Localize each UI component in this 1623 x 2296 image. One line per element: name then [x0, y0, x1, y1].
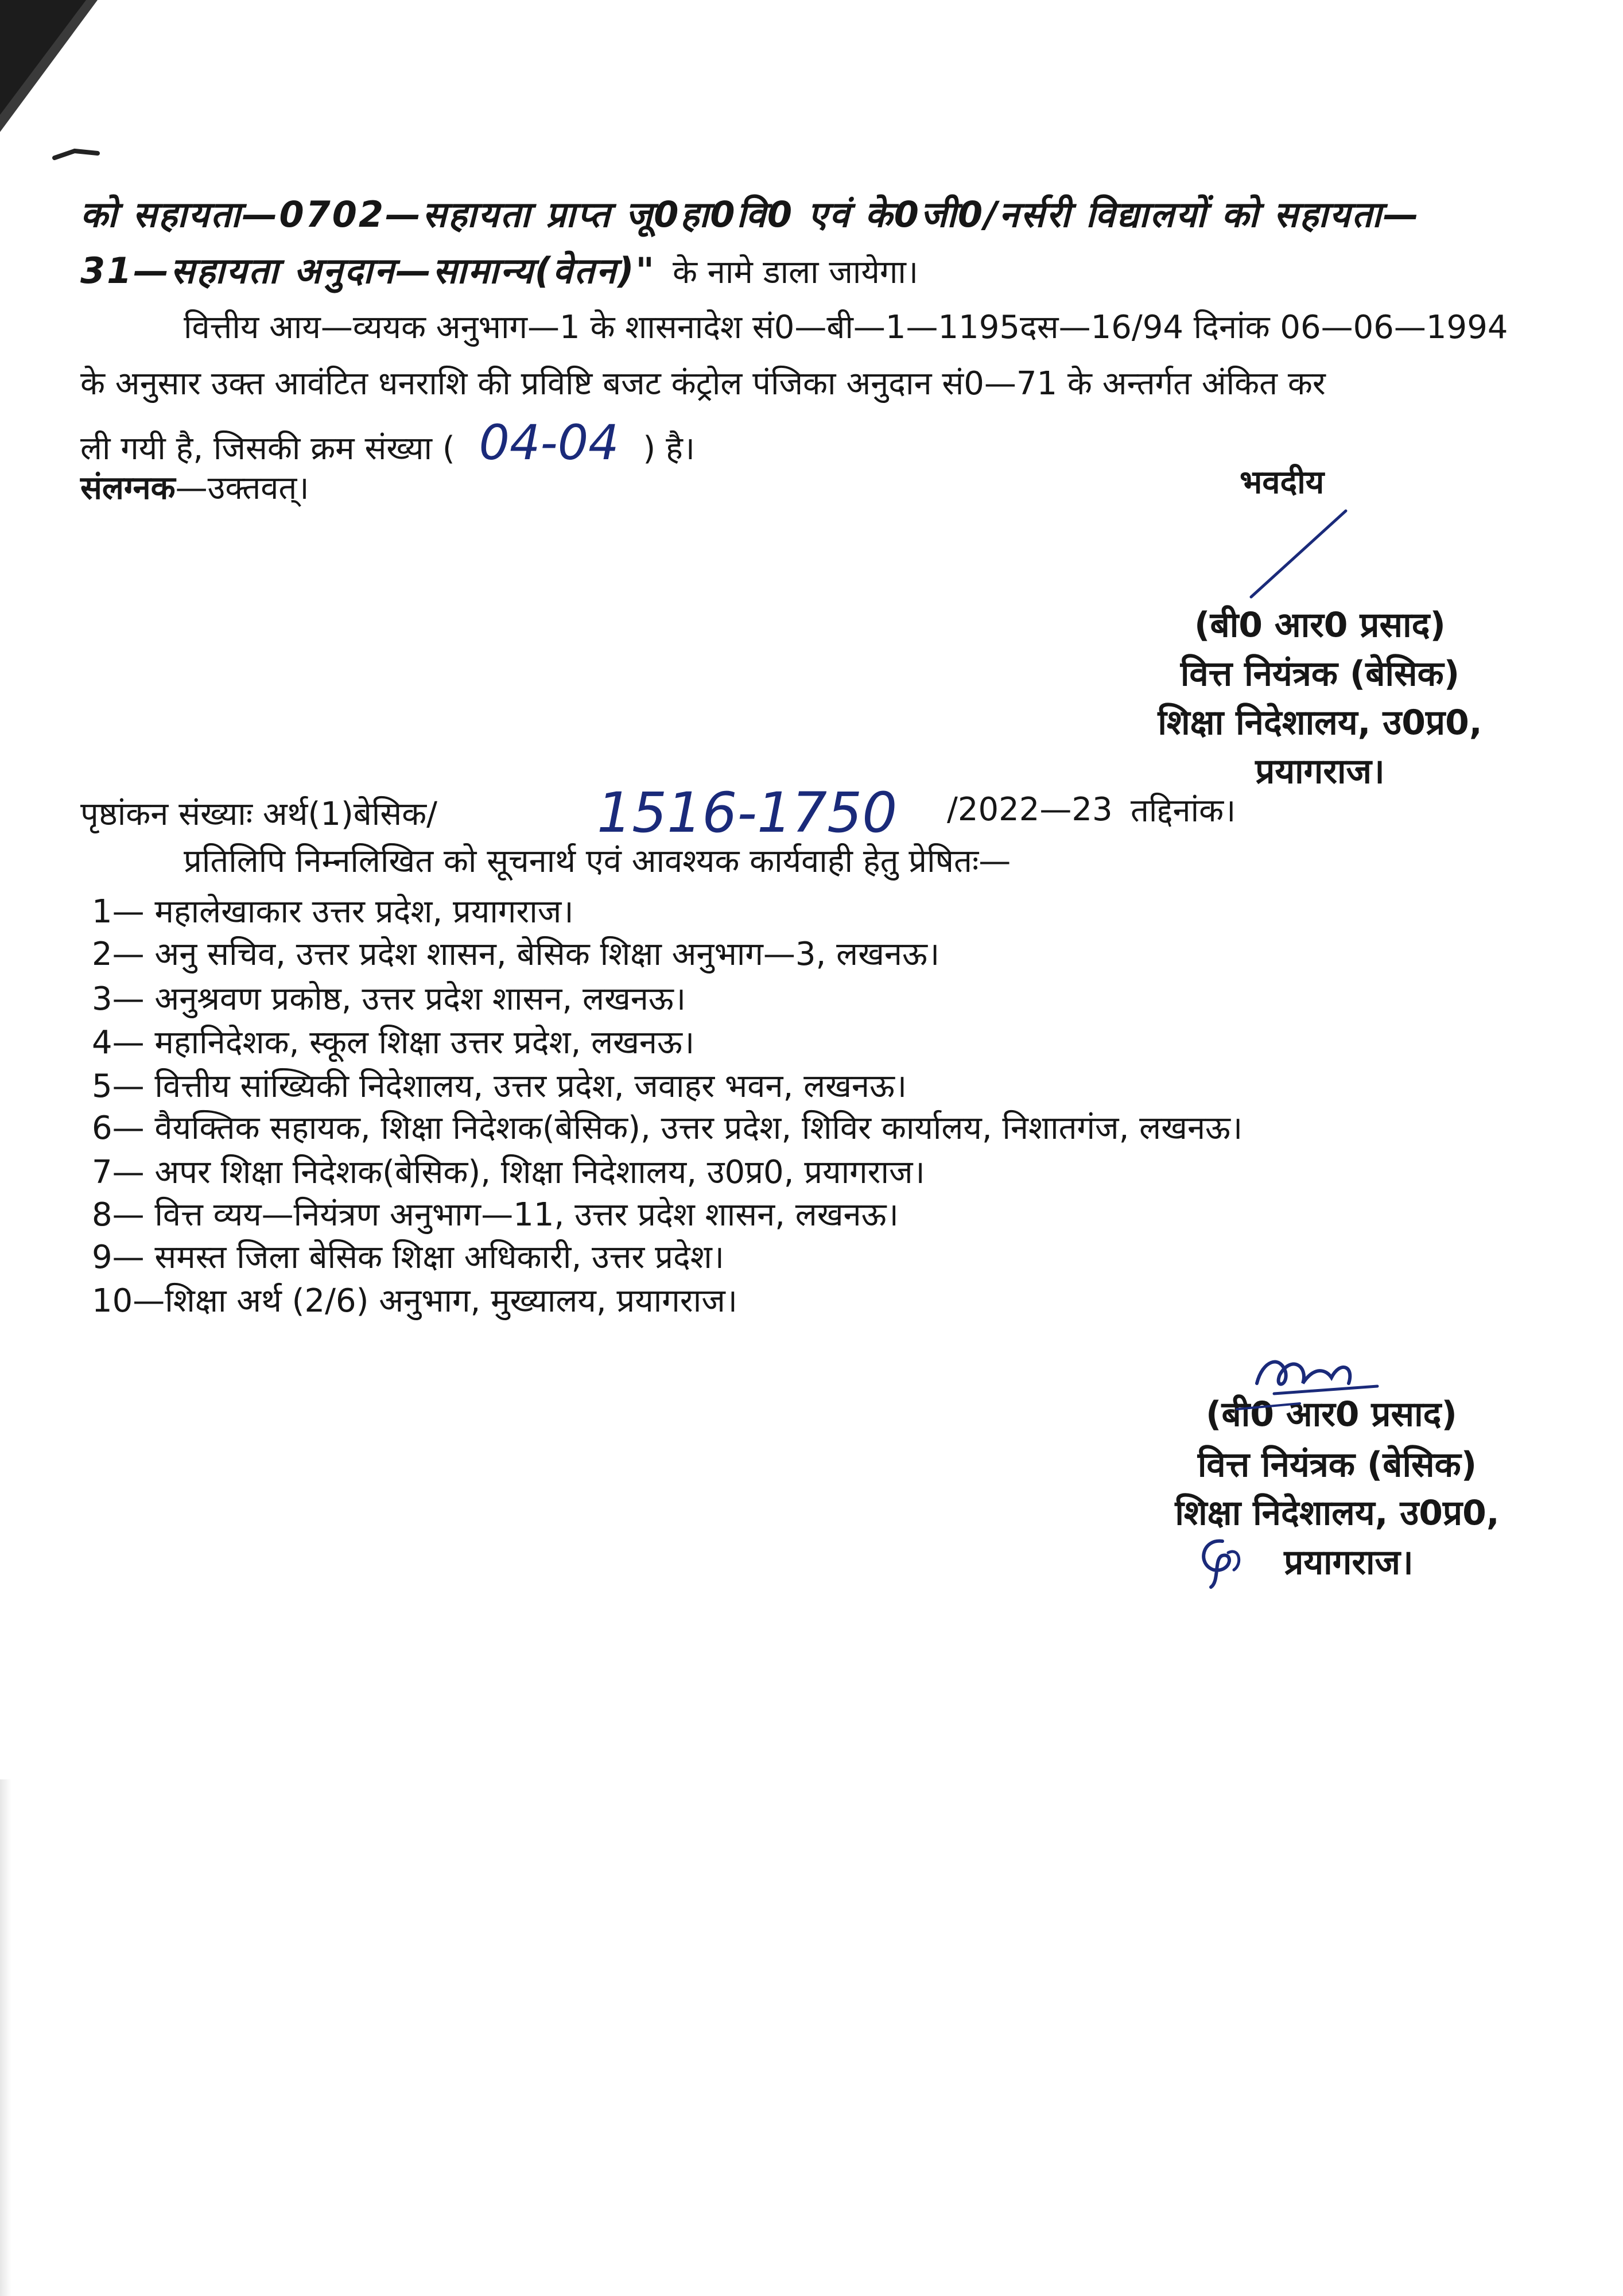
cc-item: 8— वित्त व्यय—नियंत्रण अनुभाग—11, उत्तर प्रदेश शासन, लखनऊ।	[92, 1196, 899, 1234]
scan-corner-shadow	[0, 0, 98, 132]
signatory-designation-2: वित्त नियंत्रक (बेसिक)	[1197, 1445, 1477, 1485]
endorsement-year: /2022—23	[947, 791, 1113, 828]
serial-number-handwritten: 04-04	[479, 414, 619, 471]
signatory-name-2: (बी0 आर0 प्रसाद)	[1206, 1394, 1457, 1434]
para2-line-3-a: ली गयी है, जिसकी क्रम संख्या (	[80, 430, 455, 467]
closing-bhavdiya: भवदीय	[1240, 464, 1325, 501]
cc-item: 9— समस्त जिला बेसिक शिक्षा अधिकारी, उत्तर प्रदेश।	[92, 1239, 725, 1276]
cc-item: 7— अपर शिक्षा निदेशक(बेसिक), शिक्षा निदेशालय, उ0प्र0, प्रयागराज।	[92, 1154, 925, 1191]
body-line-2	[80, 246, 918, 294]
cc-item: 6— वैयक्तिक सहायक, शिक्षा निदेशक(बेसिक), उत्तर प्रदेश, शिविर कार्यालय, निशातगंज, लखनऊ।	[92, 1110, 1243, 1147]
endorsement-intro: प्रतिलिपि निम्नलिखित को सूचनार्थ एवं आवश्यक कार्यवाही हेतु प्रेषितः—	[184, 843, 1011, 880]
para2-line-1: वित्तीय आय—व्ययक अनुभाग—1 के शासनादेश सं0—बी—1—1195दस—16/94 दिनांक 06—06—1994	[184, 309, 1508, 346]
budget-head: 31—सहायता अनुदान—सामान्य(वेतन)"	[80, 250, 656, 292]
endorsement-date: तद्दिनांक।	[1131, 792, 1236, 829]
endorsement-number-handwritten: 1516-1750	[597, 781, 898, 845]
enclosure-line	[80, 465, 309, 509]
signatory-designation-1: वित्त नियंत्रक (बेसिक)	[1180, 654, 1460, 694]
pen-mark-icon	[52, 141, 103, 164]
para2-line-3-b: ) है।	[643, 430, 696, 467]
para2-line-2: के अनुसार उक्त आवंटित धनराशि की प्रविष्टि बजट कंट्रोल पंजिका अनुदान सं0—71 के अन्तर्गत अंकित कर	[80, 365, 1326, 402]
strike-stroke-icon	[1234, 1395, 1303, 1418]
signature-stroke-icon	[1240, 505, 1354, 603]
para2-line-3	[80, 414, 695, 471]
cc-item: 3— अनुश्रवण प्रकोष्ठ, उत्तर प्रदेश शासन, लखनऊ।	[92, 980, 686, 1018]
body-line-2-rest: के नामे डाला जायेगा।	[672, 254, 919, 291]
cc-item: 1— महालेखाकार उत्तर प्रदेश, प्रयागराज।	[92, 893, 574, 930]
signatory-city-2: प्रयागराज।	[1284, 1542, 1414, 1583]
cc-item: 4— महानिदेशक, स्कूल शिक्षा उत्तर प्रदेश, लखनऊ।	[92, 1024, 695, 1061]
body-line-1: को सहायता—0702—सहायता प्राप्त जू0हा0वि0 एवं के0जी0/नर्सरी विद्यालयों को सहायता—	[80, 193, 1420, 235]
signatory-office-1: शिक्षा निदेशालय, उ0प्र0,	[1158, 703, 1482, 743]
cc-item: 5— वित्तीय सांख्यिकी निदेशालय, उत्तर प्रदेश, जवाहर भवन, लखनऊ।	[92, 1068, 907, 1105]
cc-item: 2— अनु सचिव, उत्तर प्रदेश शासन, बेसिक शिक्षा अनुभाग—3, लखनऊ।	[92, 936, 940, 973]
enclosure-value: —उक्तवत्।	[175, 470, 309, 507]
signatory-office-2: शिक्षा निदेशालय, उ0प्र0,	[1175, 1493, 1500, 1533]
signatory-name-1: (बी0 आर0 प्रसाद)	[1194, 605, 1446, 645]
signatory-city-1: प्रयागराज।	[1255, 751, 1385, 792]
endorsement-prefix: पृष्ठांकन संख्याः अर्थ(1)बेसिक/	[80, 796, 438, 833]
enclosure-label: संलग्नक	[80, 470, 176, 507]
cc-item: 10—शिक्षा अर्थ (2/6) अनुभाग, मुख्यालय, प्रयागराज।	[92, 1282, 737, 1320]
scan-edge-shadow	[0, 1779, 11, 2296]
